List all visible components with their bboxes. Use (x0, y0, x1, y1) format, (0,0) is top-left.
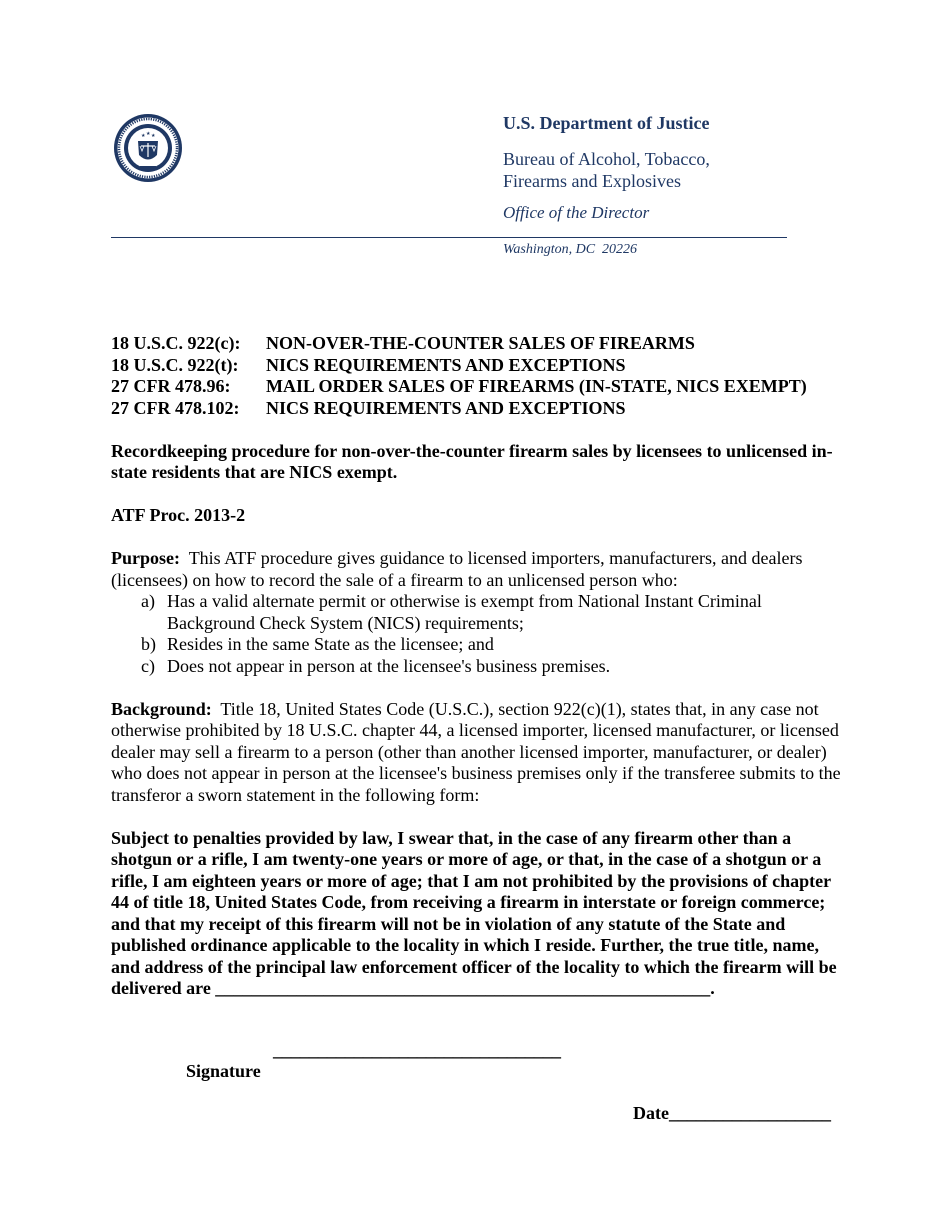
list-item (111, 591, 846, 634)
list-item-letter: a) (141, 591, 155, 611)
citation-row (111, 355, 846, 377)
list-item (111, 634, 846, 656)
date-field: Date__________________ (633, 1103, 831, 1123)
signature-label: Signature (186, 1061, 261, 1081)
citation-title: NICS REQUIREMENTS AND EXCEPTIONS (266, 354, 626, 375)
background-label: Background: (111, 698, 212, 719)
bureau-line-1: Bureau of Alcohol, Tobacco, (503, 149, 710, 169)
background-section (111, 699, 846, 807)
bureau-name (503, 148, 903, 192)
procedure-number: ATF Proc. 2013-2 (111, 505, 246, 525)
citation-code: 27 CFR 478.102: (111, 397, 240, 418)
list-item-letter: b) (141, 634, 156, 654)
office-name: Office of the Director (503, 203, 650, 222)
summary-heading: Recordkeeping procedure for non-over-the-counter firearm sales by licensees to unlicensed in-state residents that are NICS exempt. (111, 440, 833, 482)
citation-code: 18 U.S.C. 922(c): (111, 333, 241, 353)
list-item (111, 656, 846, 678)
citation-title: NON-OVER-THE-COUNTER SALES OF FIREARMS (266, 333, 695, 353)
background-text: Title 18, United States Code (U.S.C.), section 922(c)(1), states that, in any case not otherwise prohibited by 18 U.S.C. chapter 44, a licensed importer, licensed manufacturer, or licensed dealer may sell a firearm to a person (other than another licensed importer, manufacturer, or dealer) who does not appear in person at the licensee's business premises only if the transferee submits to the transferor a sworn statement in the following form: (111, 698, 841, 805)
list-item-text: Does not appear in person at the licensee's business premises. (167, 655, 611, 676)
citation-title: MAIL ORDER SALES OF FIREARMS (IN-STATE, NICS EXEMPT) (266, 376, 807, 396)
purpose-label: Purpose: (111, 548, 180, 568)
atf-seal-logo (113, 113, 183, 183)
list-item-text: Has a valid alternate permit or otherwise is exempt from National Instant Criminal Background Check System (NICS) requirements; (167, 591, 762, 633)
citation-code: 18 U.S.C. 922(t): (111, 354, 239, 375)
sworn-statement: Subject to penalties provided by law, I swear that, in the case of any firearm other than a shotgun or a rifle, I am twenty-one years or more of age, or that, in the case of a shotgun or a rifle, I am eighteen years or more of age; that I am not prohibited by the provisions of chapter 44 of title 18, United States Code, from receiving a firearm in interstate or foreign commerce; and that my receipt of this firearm will not be in violation of any statute of the State and published ordinance applicable to the locality in which I reside. Further, the true title, name, and address of the principal law enforcement officer of the locality to which the firearm will be delivered are _______________________________________________________. (111, 827, 837, 998)
citation-list (111, 333, 846, 419)
signature-line: ________________________________ (273, 1040, 561, 1060)
svg-text:★: ★ (151, 133, 156, 139)
department-name: U.S. Department of Justice (503, 113, 710, 133)
signature-row (186, 1040, 846, 1124)
purpose-text: This ATF procedure gives guidance to licensed importers, manufacturers, and dealers (licensees) on how to record the sale of a firearm to an unlicensed person who: (111, 548, 803, 590)
list-item-letter: c) (141, 655, 155, 676)
bureau-line-2: Firearms and Explosives (503, 171, 681, 191)
purpose-list (111, 591, 846, 677)
office-location: Washington, DC 20226 (503, 242, 638, 257)
purpose-section (111, 548, 846, 677)
citation-row (111, 398, 846, 420)
citation-title: NICS REQUIREMENTS AND EXCEPTIONS (266, 397, 626, 418)
svg-text:★: ★ (146, 131, 151, 137)
letterhead-divider (111, 237, 787, 238)
document-body (111, 333, 846, 1000)
citation-row (111, 333, 846, 355)
list-item-text: Resides in the same State as the licensee; and (167, 634, 494, 654)
citation-row (111, 376, 846, 398)
letterhead (503, 112, 903, 223)
citation-code: 27 CFR 478.96: (111, 376, 231, 396)
svg-text:★: ★ (141, 133, 146, 139)
